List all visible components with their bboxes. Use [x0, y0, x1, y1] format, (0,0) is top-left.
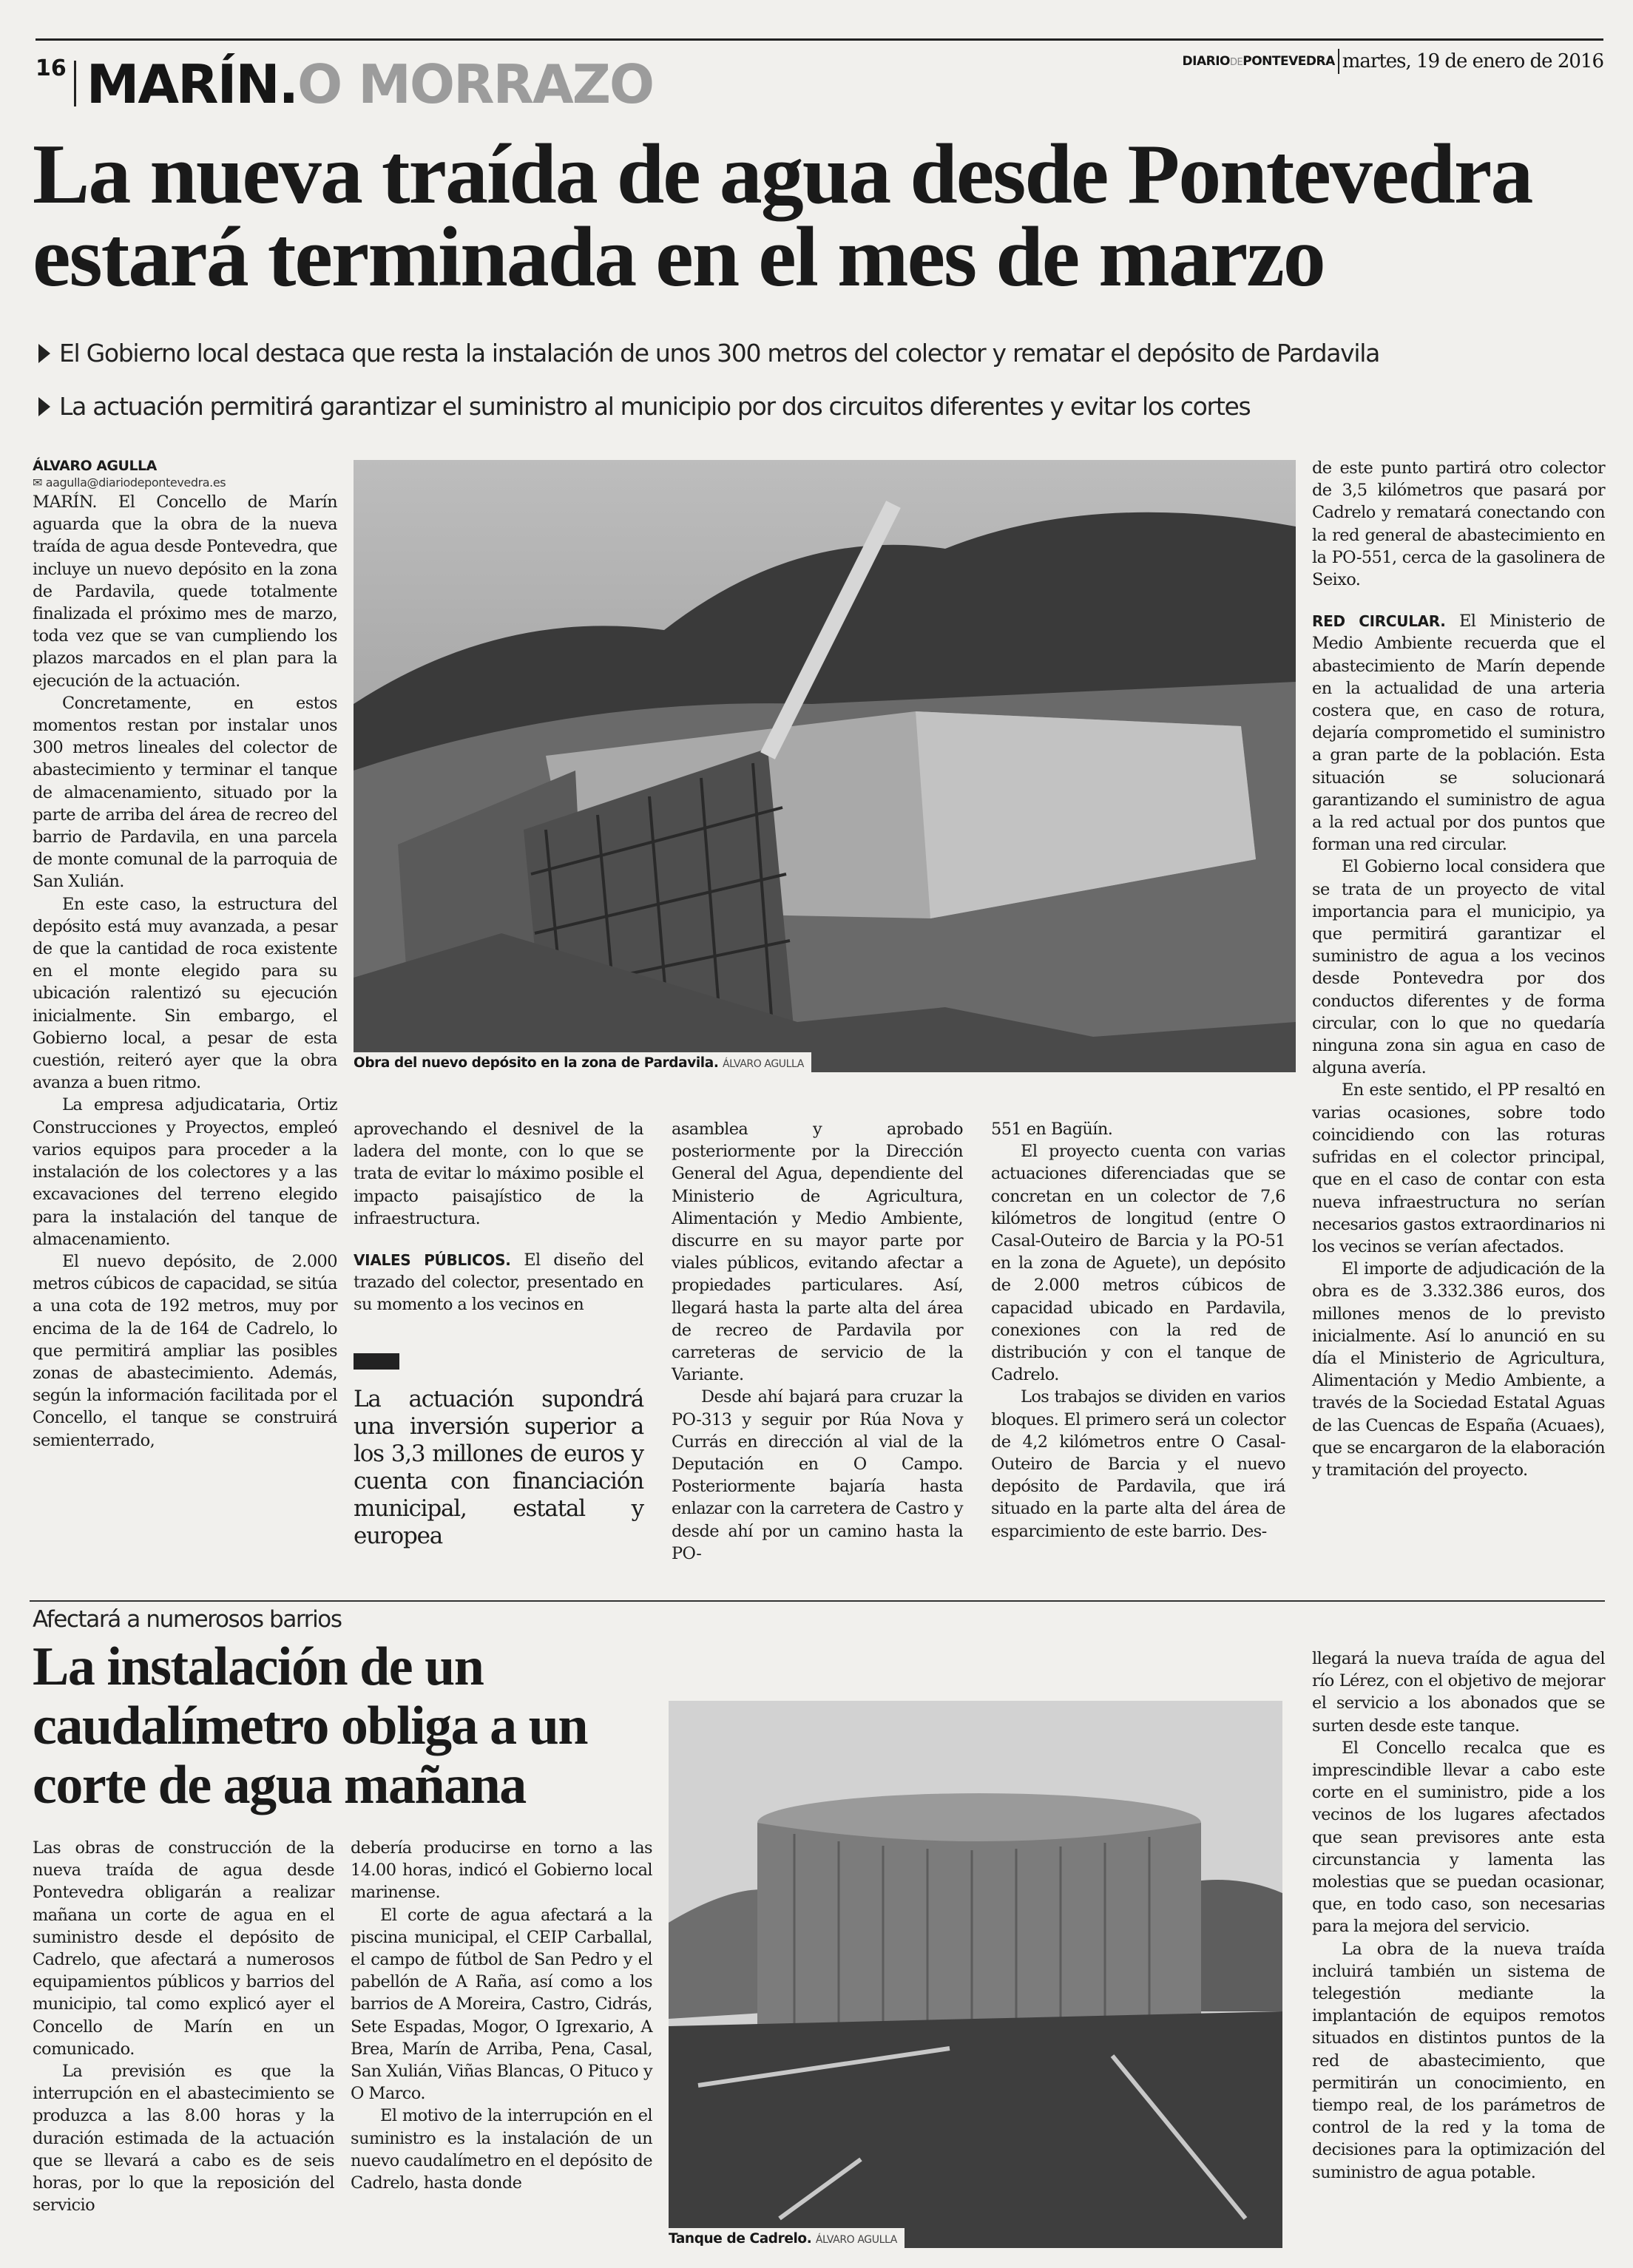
newspaper-logo — [1183, 54, 1335, 69]
paragraph-red-circular — [1312, 610, 1605, 856]
author-email[interactable] — [33, 475, 337, 491]
triangle-bullet-icon — [38, 397, 50, 416]
paragraph: asamblea y aprobado posteriormente por la Dirección General del Agua, dependiente del Ministerio de Agricultura, Alimentación y Medio Ambiente, discurre en su mayor parte por viales públicos, evitando afectar a propiedades particulares. Así, llegará hasta la parte alta del área de recreo de Pardavila por carreteras de servicio de la Variante. — [672, 1120, 963, 1385]
paragraph: aprovechando el desnivel de la ladera del monte, con lo que se trata de evitar lo máximo posible el impacto paisajístico de la infraestructura. — [354, 1120, 643, 1228]
headline-line-1: La nueva traída de agua desde Pontevedra — [33, 127, 1532, 222]
headline-line-1: La instalación de un — [33, 1636, 484, 1697]
article2-column-3 — [1312, 1648, 1605, 2184]
section-sub: O MORRAZO — [297, 53, 654, 115]
paragraph: El nuevo depósito, de 2.000 metros cúbicos de capacidad, se sitúa a una cota de 192 metros, muy por encima de la de 164 de Cadrelo, lo que permitirá ampliar las posibles zonas de abastecimiento. Además, según la información facilitada por el Concello, el tanque se construirá semienterrado, — [33, 1251, 337, 1450]
article1-headline — [33, 127, 1608, 305]
header-rule — [36, 38, 1603, 41]
subhead-bullet-2 — [38, 392, 1250, 421]
subhead-bullet-1 — [38, 339, 1379, 368]
paragraph: Desde ahí bajará para cruzar la PO-313 y seguir por Rúa Nova y Currás en dirección al vial de la Deputación en O Campo. Posteriormente bajaría hasta enlazar con la carretera de Castro y desde ahí por un camino hasta la PO- — [672, 1387, 963, 1563]
article2-column-2 — [351, 1837, 652, 2194]
paragraph: El corte de agua afectará a la piscina municipal, el CEIP Carballal, el campo de fútbol de San Pedro y el pabellón de A Raña, así como a los barrios de A Moreira, Castro, Cidrás, Sete Espadas, Mogor, O Igrexario, A Brea, Marín de Arriba, Pena, Casal, San Xulián, Viñas Blancas, O Pituco y O Marco. — [351, 1905, 652, 2104]
page-number-divider — [74, 61, 76, 106]
photo-cadrelo-tank — [669, 1701, 1282, 2248]
logo-de: DE — [1230, 57, 1243, 68]
logo-pontevedra: PONTEVEDRA — [1242, 54, 1335, 69]
photo-credit: ÁLVARO AGULLA — [815, 2234, 897, 2246]
article-divider — [30, 1600, 1605, 1602]
pull-quote-bar — [354, 1353, 399, 1370]
paragraph: La obra de la nueva traída incluirá también un sistema de telegestión mediante la implantación de equipos remotos situados en distintos puntos de la red de abastecimiento, que permitirán un conocimiento, en tiempo real, de los parámetros de control de la red y la toma de decisiones para la optimización del suministro de agua potable. — [1312, 1939, 1605, 2182]
paragraph: En este caso, la estructura del depósito está muy avanzada, a pesar de que la cantidad de roca existente en el monte elegido para su ubicación ralentizó su ejecución inicialmente. Sin embargo, el Gobierno local, a pesar de esta cuestión, reiteró ayer que la obra avanza a buen ritmo. — [33, 894, 337, 1093]
publication-date: martes, 19 de enero de 2016 — [1342, 50, 1603, 72]
paragraph: MARÍN. El Concello de Marín aguarda que la obra de la nueva traída de agua desde Pontevedra, que incluye un nuevo depósito en la zona de Pardavila, quede totalmente finalizada el próximo mes de marzo, toda vez que se van cumpliendo los plazos marcados en el plan para la ejecución de la actuación. — [33, 492, 337, 691]
paragraph: En este sentido, el PP resaltó en varias ocasiones, sobre todo coincidiendo con las roturas sufridas en el colector principal, que en el caso de contar con esta nueva infraestructura no serían necesarios gastos extraordinarios ni los vecinos se verían afectados. — [1312, 1080, 1605, 1256]
article1-column-1 — [33, 457, 337, 1452]
paragraph: El Concello recalca que es imprescindible llevar a cabo este corte en el suministro, pide a los vecinos de los lugares afectados que sean previsores ante esta circunstancia y lamenta las molestias que se puedan ocasionar, que, en todo caso, son necesarias para la mejora del servicio. — [1312, 1738, 1605, 1937]
subhead-viales-publicos: VIALES PÚBLICOS. — [354, 1251, 511, 1270]
article1-column-3 — [672, 1118, 963, 1565]
paragraph: de este punto partirá otro colector de 3,5 kilómetros que pasará por Cadrelo y rematará conectando con la red general de abastecimiento en la PO-551, cerca de la gasolinera de Seixo. — [1312, 458, 1605, 590]
masthead — [1183, 49, 1603, 74]
logo-diario: DIARIO — [1182, 54, 1231, 69]
email-icon: ✉ — [33, 475, 46, 490]
paragraph: El motivo de la interrupción en el suministro es la instalación de un nuevo caudalímetro en el depósito de Cadrelo, hasta donde — [351, 2106, 652, 2193]
email-address: aagulla@diariodepontevedra.es — [45, 475, 226, 490]
paragraph: El Gobierno local considera que se trata de un proyecto de vital importancia para el municipio, ya que permitirá garantizar el suministro de agua a los vecinos desde Pontevedra por dos conductos diferentes y de forma circular, con lo que no quedaría ninguna zona sin agua en caso de alguna avería. — [1312, 857, 1605, 1078]
paragraph-viales — [354, 1249, 643, 1316]
page-number: 16 — [36, 55, 67, 81]
article1-column-5 — [1312, 457, 1605, 1481]
paragraph: El importe de adjudicación de la obra es de 3.332.386 euros, dos millones menos de lo previsto inicialmente. Así lo anunció en su día el Ministerio de Agricultura, Alimentación y Medio Ambiente, a través de la Sociedad Estatal Aguas de las Cuencas de España (Acuaes), que se encargaron de la elaboración y tramitación del proyecto. — [1312, 1259, 1605, 1480]
paragraph: La empresa adjudicataria, Ortiz Construcciones y Proyectos, empleó varios equipos para proceder a la instalación de los colectores y a las excavaciones del terreno elegido para la instalación del tanque de almacenamiento. — [33, 1095, 337, 1249]
photo-pardavila-deposit — [354, 460, 1296, 1072]
section-label — [36, 44, 654, 115]
author-byline: ÁLVARO AGULLA — [33, 458, 157, 474]
section-main: MARÍN. — [86, 53, 297, 115]
article2-headline — [33, 1637, 669, 1815]
paragraph-text: El diseño del trazado del colector, presentado en su momento a los vecinos en — [354, 1250, 643, 1315]
headline-line-2: estará terminada en el mes de marzo — [33, 210, 1325, 305]
paragraph-text: El Ministerio de Medio Ambiente recuerda que el abastecimiento de Marín depende en la actualidad de una arteria costera que, en caso de rotura, dejaría comprometido el suministro a gran parte de la población. Esta situación se solucionará garantizando el suministro de agua a la red actual por dos puntos que forman una red circular. — [1312, 612, 1605, 855]
headline-line-3: corte de agua mañana — [33, 1755, 526, 1815]
article2-column-1 — [33, 1837, 334, 2216]
construction-photo-illustration — [354, 460, 1296, 1072]
paragraph: Concretamente, en estos momentos restan por instalar unos 300 metros lineales del colector de abastecimiento y terminar el tanque de almacenamiento, situado por la parte de arriba del área de recreo del barrio de Pardavila, en una parcela de monte comunal de la parroquia de San Xulián. — [33, 693, 337, 892]
paragraph: Las obras de construcción de la nueva traída de agua desde Pontevedra obligarán a realizar mañana un corte de agua en el suministro desde el depósito de Cadrelo, que afectará a numerosos equipamientos públicos y barrios del municipio, tal como explicó ayer el Concello de Marín en un comunicado. — [33, 1838, 334, 2059]
paragraph: La previsión es que la interrupción en el abastecimiento se produzca a las 8.00 horas y la duración estimada de la actuación que se llevará a cabo es de seis horas, por lo que la reposición del servicio — [33, 2062, 334, 2215]
masthead-divider — [1338, 49, 1339, 74]
triangle-bullet-icon — [38, 344, 50, 363]
pull-quote: La actuación supondrá una inversión superior a los 3,3 millones de euros y cuenta con financiación municipal, estatal y europea — [354, 1385, 643, 1549]
paragraph: llegará la nueva traída de agua del río Lérez, con el objetivo de mejorar el servicio a los abonados que se surten desde este tanque. — [1312, 1649, 1605, 1736]
bullet-text: La actuación permitirá garantizar el suministro al municipio por dos circuitos diferentes y evitar los cortes — [59, 392, 1251, 421]
paragraph: Los trabajos se dividen en varios bloques. El primero será un colector de 4,2 kilómetros entre O Casal-Outeiro de Barcia y el nuevo depósito de Pardavila, que irá situado en la parte alta del área de esparcimiento de este barrio. Des- — [991, 1387, 1285, 1541]
photo-caption — [669, 2228, 905, 2248]
article2-kicker: Afectará a numerosos barrios — [33, 1606, 342, 1633]
headline-line-2: caudalímetro obliga a un — [33, 1696, 587, 1756]
caption-text: Tanque de Cadrelo. — [669, 2231, 812, 2247]
paragraph: 551 en Bagüín. — [991, 1120, 1113, 1139]
paragraph: El proyecto cuenta con varias actuaciones diferenciadas que se concretan en un colector de 7,6 kilómetros de longitud (entre O Casal-Outeiro de Barcia y la PO-51 en la zona de Aguete), un depósito de 2.000 metros cúbicos de capacidad ubicado en Pardavila, conexiones con la red de distribución y con el tanque de Cadrelo. — [991, 1142, 1285, 1385]
photo-caption — [354, 1052, 811, 1072]
subhead-red-circular: RED CIRCULAR. — [1312, 612, 1446, 631]
paragraph: debería producirse en torno a las 14.00 horas, indicó el Gobierno local marinense. — [351, 1838, 652, 1903]
bullet-text: El Gobierno local destaca que resta la instalación de unos 300 metros del colector y rematar el depósito de Pardavila — [59, 339, 1380, 368]
tank-photo-illustration — [669, 1701, 1282, 2248]
article1-column-2 — [354, 1118, 643, 1550]
photo-credit: ÁLVARO AGULLA — [722, 1058, 804, 1070]
caption-text: Obra del nuevo depósito en la zona de Pardavila. — [354, 1055, 719, 1071]
article1-column-4 — [991, 1118, 1285, 1543]
